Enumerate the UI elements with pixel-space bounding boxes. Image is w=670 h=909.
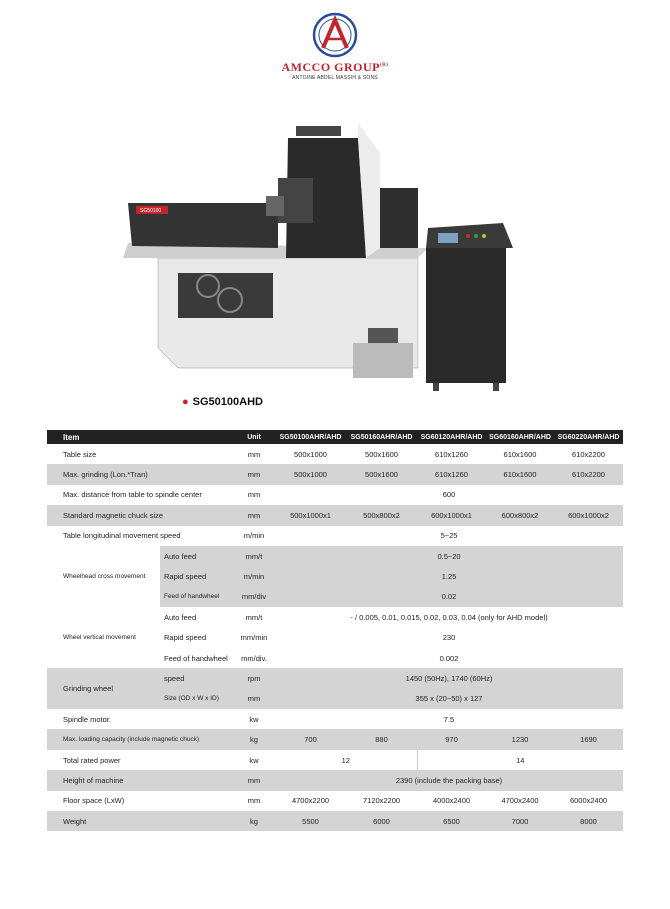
- row-value: 500x1600: [346, 464, 417, 484]
- row-value: 12: [275, 750, 417, 770]
- row-unit: mm/min: [233, 628, 275, 648]
- row-value: 0.5~20: [275, 546, 623, 566]
- row-unit: mm/t: [233, 607, 275, 627]
- table-row: [47, 811, 623, 831]
- row-value: 7.5: [275, 709, 623, 729]
- table-row: [47, 464, 623, 484]
- row-value: 4700x2400: [486, 791, 554, 811]
- row-value: 6000x2400: [554, 791, 623, 811]
- row-sublabel: Feed of handwheel: [160, 587, 233, 607]
- row-value: 230: [275, 628, 623, 648]
- row-value: 500x1000x1: [275, 505, 346, 525]
- logo-registered-mark: (R): [380, 63, 389, 68]
- row-value: 355 x (20~50) x 127: [275, 689, 623, 709]
- row-sublabel: Rapid speed: [160, 566, 233, 586]
- table-row: [47, 505, 623, 525]
- spec-table: [47, 430, 623, 831]
- header-model-4: SG60160AHR/AHD: [486, 430, 554, 444]
- row-label: Total rated power: [47, 750, 233, 770]
- row-sublabel: Rapid speed: [160, 628, 233, 648]
- machine-illustration: [118, 108, 528, 408]
- header-model-2: SG50160AHR/AHD: [346, 430, 417, 444]
- row-unit: mm/div: [233, 587, 275, 607]
- table-row: [47, 770, 623, 790]
- row-label: Spindle motor.: [47, 709, 233, 729]
- machine-model-name: SG50100AHD: [192, 396, 263, 408]
- row-value: 1690: [554, 729, 623, 749]
- row-sublabel: speed: [160, 668, 233, 688]
- table-row: [47, 526, 623, 546]
- row-value: 610x1260: [417, 444, 486, 464]
- machine-caption: [182, 396, 263, 408]
- row-label: Standard magnetic chuck size: [47, 505, 233, 525]
- row-sublabel: Auto feed: [160, 546, 233, 566]
- row-unit: kw: [233, 709, 275, 729]
- row-value: 500x1000: [275, 444, 346, 464]
- row-unit: m/min: [233, 526, 275, 546]
- row-value: 970: [417, 729, 486, 749]
- row-unit: m/min: [233, 566, 275, 586]
- header-model-1: SG50100AHR/AHD: [275, 430, 346, 444]
- row-sublabel: Auto feed: [160, 607, 233, 627]
- table-row: [47, 485, 623, 505]
- row-value: 6500: [417, 811, 486, 831]
- header-model-5: SG60220AHR/AHD: [554, 430, 623, 444]
- row-value: 4000x2400: [417, 791, 486, 811]
- row-unit: mm/t: [233, 546, 275, 566]
- row-sublabel: Feed of handwheel: [160, 648, 233, 668]
- row-label: Weight: [47, 811, 233, 831]
- row-unit: mm: [233, 485, 275, 505]
- row-label: Table longitudinal movement speed: [47, 526, 233, 546]
- row-unit: mm: [233, 689, 275, 709]
- row-sublabel: Size (OD x W x ID): [160, 689, 233, 709]
- header-item: Item: [47, 430, 233, 444]
- table-row: [47, 444, 623, 464]
- row-unit: kg: [233, 811, 275, 831]
- row-value: 700: [275, 729, 346, 749]
- row-label: Max. grinding (Lon.*Tran): [47, 464, 233, 484]
- table-row: [47, 709, 623, 729]
- row-value: 500x1600: [346, 444, 417, 464]
- row-value: 4700x2200: [275, 791, 346, 811]
- row-label: Table size: [47, 444, 233, 464]
- table-row: [47, 668, 623, 688]
- group-label: Wheel vertical movement: [47, 607, 160, 668]
- row-value: 7000: [486, 811, 554, 831]
- row-value: 14: [417, 750, 623, 770]
- row-unit: mm: [233, 444, 275, 464]
- row-value: 1.25: [275, 566, 623, 586]
- row-value: 600x1000x2: [554, 505, 623, 525]
- row-unit: mm: [233, 464, 275, 484]
- row-value: 1230: [486, 729, 554, 749]
- row-unit: kw: [233, 750, 275, 770]
- logo-brand-name: AMCCO GROUP: [281, 60, 381, 74]
- row-value: 6000: [346, 811, 417, 831]
- row-label: Floor space (LxW): [47, 791, 233, 811]
- table-row: [47, 607, 623, 627]
- row-value: 600x800x2: [486, 505, 554, 525]
- row-unit: mm/div.: [233, 648, 275, 668]
- row-value: 0.02: [275, 587, 623, 607]
- group-label: Grinding wheel: [47, 668, 160, 709]
- logo-subtitle: ANTOINE ABDEL MASSIH & SONS: [292, 75, 378, 81]
- table-header-row: [47, 430, 623, 444]
- company-logo: [270, 12, 400, 84]
- row-unit: kg: [233, 729, 275, 749]
- table-row: [47, 546, 623, 566]
- bullet-icon: ●: [182, 396, 189, 408]
- logo-emblem-icon: [312, 12, 358, 58]
- row-label: Height of machine: [47, 770, 233, 790]
- row-value: 7120x2200: [346, 791, 417, 811]
- row-value: 880: [346, 729, 417, 749]
- row-unit: mm: [233, 770, 275, 790]
- row-value: 610x2200: [554, 444, 623, 464]
- row-label: Max. loading capacity (include magnetic chuck): [47, 729, 233, 749]
- group-label: Wheelhead cross movement: [47, 546, 160, 607]
- row-value: 500x1000: [275, 464, 346, 484]
- table-row: [47, 729, 623, 749]
- row-unit: rpm: [233, 668, 275, 688]
- row-value: 5~25: [275, 526, 623, 546]
- row-unit: mm: [233, 505, 275, 525]
- table-row: [47, 750, 623, 770]
- row-value: 2390 (include the packing base): [275, 770, 623, 790]
- logo-brand-text: [270, 60, 400, 75]
- row-value: 610x1600: [486, 464, 554, 484]
- row-value: 600x1000x1: [417, 505, 486, 525]
- table-row: [47, 791, 623, 811]
- header-unit: Unit: [233, 430, 275, 444]
- row-value: 610x1260: [417, 464, 486, 484]
- row-value: 500x800x2: [346, 505, 417, 525]
- row-value: 610x2200: [554, 464, 623, 484]
- row-unit: mm: [233, 791, 275, 811]
- row-value: 0.002: [275, 648, 623, 668]
- row-value: 610x1600: [486, 444, 554, 464]
- header-model-3: SG60120AHR/AHD: [417, 430, 486, 444]
- row-value: 5500: [275, 811, 346, 831]
- row-value: - / 0.005, 0.01, 0.015, 0.02, 0.03, 0.04 (only for AHD model): [275, 607, 623, 627]
- row-value: 1450 (50Hz), 1740 (60Hz): [275, 668, 623, 688]
- machine-plate-text: SG50100: [140, 208, 162, 214]
- row-value: 8000: [554, 811, 623, 831]
- row-label: Max. distance from table to spindle center: [47, 485, 233, 505]
- row-value: 600: [275, 485, 623, 505]
